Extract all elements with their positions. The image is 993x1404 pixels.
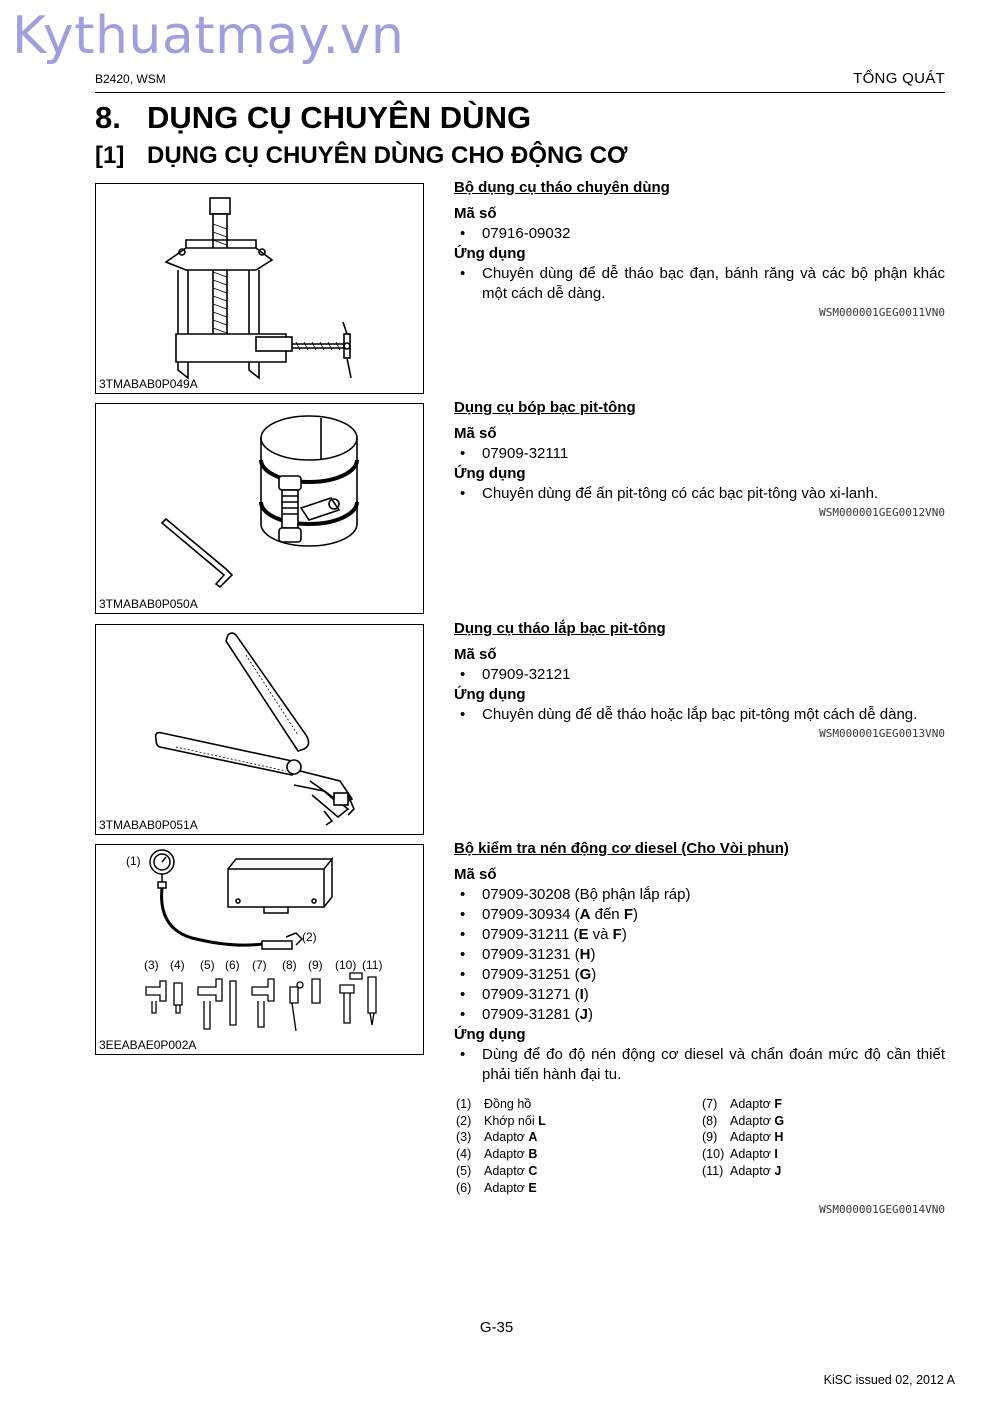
heading-1-text: DỤNG CỤ CHUYÊN DÙNG <box>147 100 532 135</box>
code-item: • 07909-32121 <box>454 665 945 685</box>
reference-code: WSM000001GEG0012VN0 <box>819 506 945 519</box>
legend-column-left <box>456 1096 546 1196</box>
section-title: Dụng cụ bóp bạc pit-tông <box>454 399 636 416</box>
code-item: • 07909-31281 (J) <box>454 1005 945 1025</box>
code-label: Mã số <box>454 646 497 663</box>
application-item: • Chuyên dùng để ấn pit-tông có các bạc pit-tông vào xi-lanh. <box>454 484 945 504</box>
heading-1-number: 8. <box>95 100 121 135</box>
legend-item: (5) Adaptơ C <box>456 1163 538 1178</box>
code-label: Mã số <box>454 866 497 883</box>
heading-2-text: DỤNG CỤ CHUYÊN DÙNG CHO ĐỘNG CƠ <box>147 142 628 169</box>
figure-caption: 3TMABAB0P051A <box>99 818 198 832</box>
figure-label: (9) <box>308 958 323 972</box>
figure-label: (8) <box>282 958 297 972</box>
compression-tester-illustration <box>96 845 425 1056</box>
code-item: • 07909-31251 (G) <box>454 965 945 985</box>
figure-caption: 3TMABAB0P049A <box>99 377 198 391</box>
section-title: Bộ dụng cụ tháo chuyên dùng <box>454 179 670 196</box>
application-item: • Chuyên dùng để dễ tháo bạc đạn, bánh răng và các bộ phận khác một cách dễ dàng. <box>454 264 945 304</box>
reference-code: WSM000001GEG0011VN0 <box>819 306 945 319</box>
code-list <box>454 885 945 1025</box>
section-ring-tool <box>454 619 945 741</box>
application-item: • Chuyên dùng để dễ tháo hoặc lắp bạc pit-tông một cách dễ dàng. <box>454 705 945 725</box>
reference-code: WSM000001GEG0014VN0 <box>819 1203 945 1216</box>
figure-ring-tool <box>95 624 424 835</box>
figure-label: (3) <box>144 958 159 972</box>
figure-label: (7) <box>252 958 267 972</box>
watermark-logo: Kythuatmay.vn <box>12 6 405 66</box>
code-item: • 07909-31231 (H) <box>454 945 945 965</box>
code-item: • 07909-31211 (E và F) <box>454 925 945 945</box>
legend-column-right <box>702 1096 784 1180</box>
application-item: • Dùng để đo độ nén động cơ diesel và chẩn đoán mức độ cần thiết phải tiến hành đại tu. <box>454 1045 945 1085</box>
figure-ring-compressor <box>95 403 424 614</box>
code-label: Mã số <box>454 425 497 442</box>
legend-item: (3) Adaptơ A <box>456 1130 538 1145</box>
puller-illustration <box>96 184 425 395</box>
legend-item: (4) Adaptơ B <box>456 1147 538 1162</box>
header-rule <box>95 92 945 93</box>
section-ring-compressor <box>454 398 945 520</box>
legend-item: (10) Adaptơ I <box>702 1147 778 1162</box>
application-label: Ứng dụng <box>454 245 526 262</box>
application-label: Ứng dụng <box>454 686 526 703</box>
figure-label: (1) <box>126 854 141 868</box>
code-item: • 07909-30208 (Bộ phận lắp ráp) <box>454 885 945 905</box>
figure-caption: 3TMABAB0P050A <box>99 597 198 611</box>
figure-puller <box>95 183 424 394</box>
code-item: • 07909-30934 (A đến F) <box>454 905 945 925</box>
application-label: Ứng dụng <box>454 1026 526 1043</box>
figure-label: (10) <box>335 958 357 972</box>
section-puller <box>454 178 945 320</box>
code-item: • 07909-32111 <box>454 444 945 464</box>
figure-label: (4) <box>170 958 185 972</box>
legend-item: (7) Adaptơ F <box>702 1097 782 1111</box>
section-compression-tester <box>454 839 945 1085</box>
ring-compressor-illustration <box>96 404 425 615</box>
legend-item: (2) Khớp nối L <box>456 1113 546 1128</box>
reference-code: WSM000001GEG0013VN0 <box>819 727 945 740</box>
figure-compression-tester <box>95 844 424 1055</box>
figure-label: (6) <box>225 958 240 972</box>
code-label: Mã số <box>454 205 497 222</box>
figure-label: (11) <box>362 958 383 972</box>
heading-2 <box>95 142 627 170</box>
legend-item: (6) Adaptơ E <box>456 1180 537 1195</box>
legend-item: (1) Đồng hồ <box>456 1097 532 1111</box>
application-label: Ứng dụng <box>454 465 526 482</box>
heading-1 <box>95 100 531 136</box>
header-section: TỔNG QUÁT <box>853 70 945 87</box>
header-model: B2420, WSM <box>95 72 166 86</box>
ring-tool-illustration <box>96 625 425 836</box>
section-title: Bộ kiểm tra nén động cơ diesel (Cho Vòi phun) <box>454 840 789 857</box>
legend-item: (9) Adaptơ H <box>702 1130 784 1145</box>
code-item: • 07909-31271 (I) <box>454 985 945 1005</box>
issued-note: KiSC issued 02, 2012 A <box>823 1373 955 1387</box>
figure-label: (2) <box>302 930 317 944</box>
legend-item: (8) Adaptơ G <box>702 1113 785 1128</box>
legend-item: (11) Adaptơ J <box>702 1163 782 1178</box>
figure-caption: 3EEABAE0P002A <box>99 1038 197 1052</box>
code-item: • 07916-09032 <box>454 224 945 244</box>
figure-label: (5) <box>200 958 215 972</box>
heading-2-number: [1] <box>95 142 125 169</box>
page-number: G-35 <box>479 1319 514 1336</box>
section-title: Dụng cụ tháo lắp bạc pit-tông <box>454 620 666 637</box>
